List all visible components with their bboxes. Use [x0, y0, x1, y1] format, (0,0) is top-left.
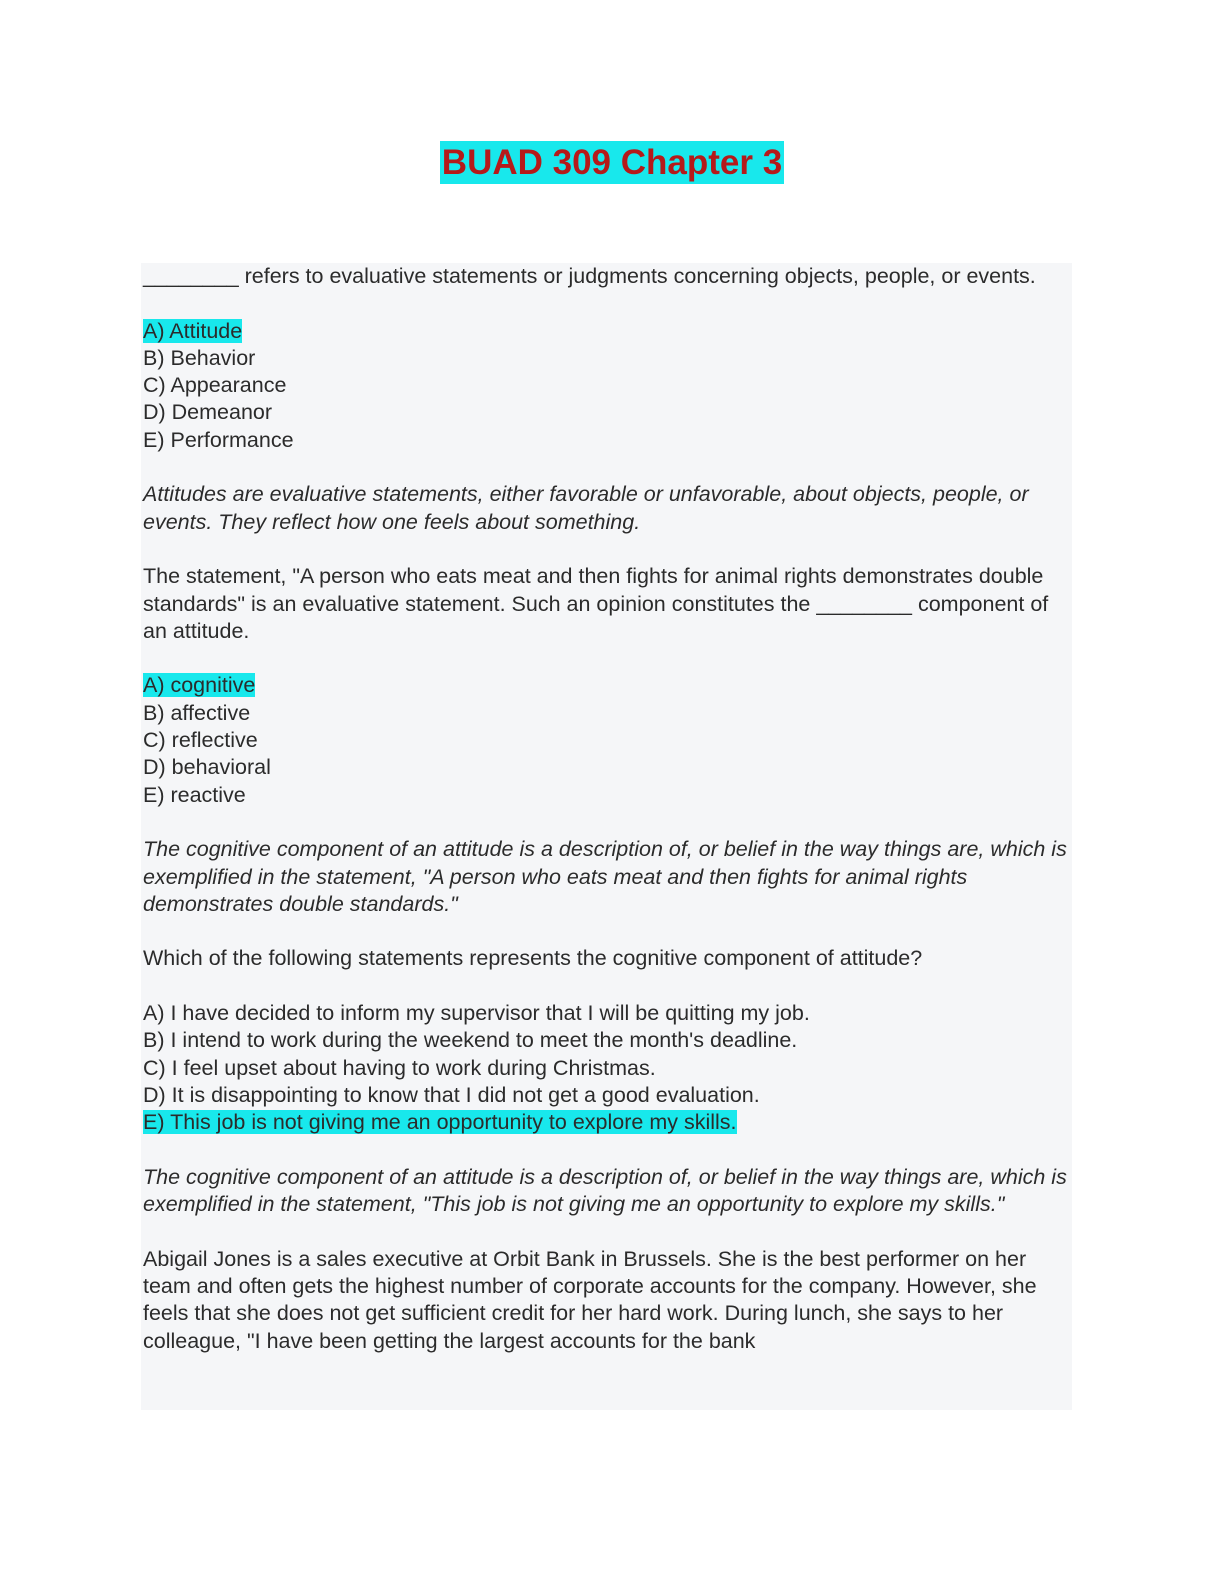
option-e: E) reactive — [143, 782, 246, 807]
answer-options — [143, 672, 1072, 808]
option-b: B) I intend to work during the weekend to meet the month's deadline. — [143, 1028, 798, 1053]
title-area — [0, 141, 1224, 184]
correct-answer-highlight: A) cognitive — [143, 673, 256, 698]
answer-explanation: The cognitive component of an attitude is a description of, or belief in the way things are, which is exemplified in the statement, "A person who eats meat and then fights for animal rights demonstrates double standards." — [143, 837, 1067, 916]
option-a: A) I have decided to inform my supervisor that I will be quitting my job. — [143, 1001, 810, 1026]
answer-options — [143, 318, 1072, 454]
question-prompt: Abigail Jones is a sales executive at Orbit Bank in Brussels. She is the best performer on her team and often gets the highest number of corporate accounts for the company. However, she feels that she does not get sufficient credit for her hard work. During lunch, she says to her colleague, "I have been getting the largest accounts for the bank — [143, 1246, 1037, 1353]
page-title: BUAD 309 Chapter 3 — [441, 143, 783, 182]
option-c: C) I feel upset about having to work during Christmas. — [143, 1055, 656, 1080]
document-body — [141, 263, 1072, 1410]
option-c: C) Appearance — [143, 373, 287, 398]
answer-options — [143, 1000, 1072, 1136]
option-d: D) It is disappointing to know that I did not get a good evaluation. — [143, 1082, 760, 1107]
option-e: E) Performance — [143, 427, 294, 452]
option-b: B) Behavior — [143, 345, 256, 370]
option-a — [143, 318, 1072, 345]
option-d: D) Demeanor — [143, 400, 273, 425]
question-prompt: Which of the following statements represents the cognitive component of attitude? — [143, 946, 923, 971]
option-b: B) affective — [143, 700, 251, 725]
correct-answer-highlight: E) This job is not giving me an opportunity to explore my skills. — [143, 1110, 737, 1135]
answer-explanation: The cognitive component of an attitude is a description of, or belief in the way things are, which is exemplified in the statement, "This job is not giving me an opportunity to explore my skills." — [143, 1164, 1067, 1217]
question-prompt: The statement, "A person who eats meat and then fights for animal rights demonstrates double standards" is an evaluative statement. Such an opinion constitutes the ________ component of an attitude. — [143, 564, 1049, 643]
option-d: D) behavioral — [143, 755, 271, 780]
question-prompt: ________ refers to evaluative statements or judgments concerning objects, people, or events. — [143, 264, 1036, 288]
option-a — [143, 672, 1072, 699]
correct-answer-highlight: A) Attitude — [143, 318, 243, 343]
option-e — [143, 1109, 1072, 1136]
option-c: C) reflective — [143, 728, 258, 753]
answer-explanation: Attitudes are evaluative statements, either favorable or unfavorable, about objects, people, or events. They reflect how one feels about something. — [143, 482, 1029, 534]
